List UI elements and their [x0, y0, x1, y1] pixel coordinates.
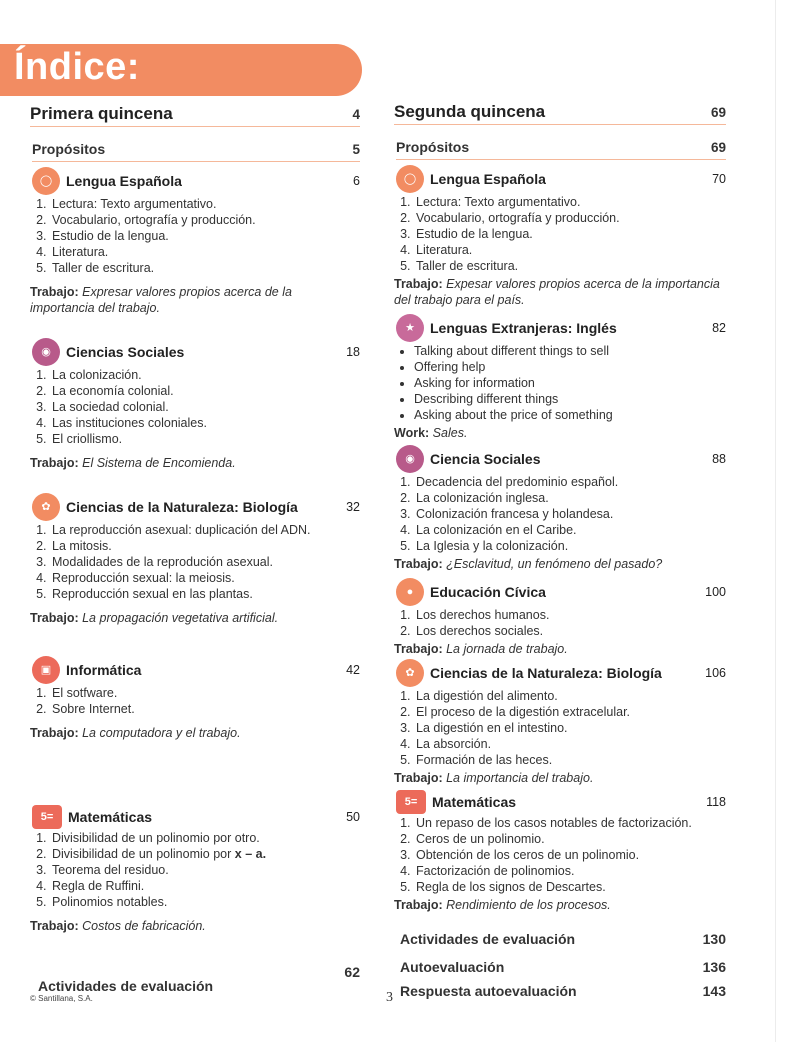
subject-name: Ciencia Sociales [430, 451, 541, 467]
list-item: 5. La Iglesia y la colonización. [414, 538, 726, 554]
quincena-heading-2[interactable] [394, 104, 726, 125]
subject-name: Lengua Española [66, 173, 182, 189]
topic-list [394, 194, 726, 274]
work-assignment [30, 725, 360, 741]
list-item: 3. Colonización francesa y holandesa. [414, 506, 726, 522]
propositos-label: Propósitos [396, 139, 470, 155]
topic-list [30, 522, 360, 602]
science-icon: ✿ [32, 493, 60, 521]
propositos-entry[interactable] [32, 141, 360, 162]
subject-informatica[interactable] [32, 656, 360, 684]
work-text: La propagación vegetativa artificial. [82, 611, 279, 625]
evaluacion-entry[interactable] [400, 931, 726, 947]
page-number: 42 [346, 663, 360, 677]
list-item: 1. El sotfware. [50, 685, 360, 701]
topic-list [394, 688, 726, 768]
subject-biologia[interactable] [32, 493, 360, 521]
work-label: Trabajo: [394, 642, 443, 656]
subject-ciencia-sociales[interactable] [396, 445, 726, 473]
page-number: 100 [705, 585, 726, 599]
subject-name: Ciencias de la Naturaleza: Biología [66, 499, 298, 515]
science-icon: ✿ [396, 659, 424, 687]
work-text: El Sistema de Encomienda. [82, 456, 236, 470]
work-assignment [30, 455, 360, 471]
quincena-heading-1[interactable] [30, 106, 360, 127]
page-number: 62 [344, 964, 360, 980]
work-label: Trabajo: [394, 277, 443, 291]
page-number: 136 [702, 959, 726, 975]
right-column [394, 104, 726, 999]
list-item: 2. La mitosis. [50, 538, 360, 554]
math-icon: 5= [32, 805, 62, 829]
work-assignment [30, 284, 360, 316]
work-label: Trabajo: [394, 771, 443, 785]
subject-name: Informática [66, 662, 142, 678]
page-number: 18 [346, 345, 360, 359]
list-item [50, 846, 360, 862]
list-item: 5. Taller de escritura. [414, 258, 726, 274]
list-item: • Asking about the price of something [414, 407, 726, 423]
page-number: 32 [346, 500, 360, 514]
work-label: Trabajo: [30, 726, 79, 740]
list-item: 2. Ceros de un polinomio. [414, 831, 726, 847]
topic-list [394, 474, 726, 554]
list-item: 2. La colonización inglesa. [414, 490, 726, 506]
topic-list [30, 685, 360, 717]
page-number: 88 [712, 452, 726, 466]
polynomial-divisor: x – a. [234, 847, 267, 861]
list-item: 4. Factorización de polinomios. [414, 863, 726, 879]
topic-list [30, 830, 360, 910]
page-title: Índice: [14, 46, 140, 88]
subject-biologia[interactable] [396, 659, 726, 687]
list-item: 4. Literatura. [414, 242, 726, 258]
list-item: 3. Teorema del residuo. [50, 862, 360, 878]
work-assignment [394, 897, 726, 913]
subject-name: Matemáticas [432, 794, 517, 810]
list-item: 4. La colonización en el Caribe. [414, 522, 726, 538]
work-label: Trabajo: [394, 557, 443, 571]
list-item: • Describing different things [414, 391, 726, 407]
index-title-banner [0, 44, 362, 96]
subject-lengua-espanola[interactable] [396, 165, 726, 193]
list-item: 1. Divisibilidad de un polinomio por otro. [50, 830, 360, 846]
work-label: Trabajo: [394, 898, 443, 912]
work-text: Sales. [432, 426, 468, 440]
subject-lengua-espanola[interactable] [32, 167, 360, 195]
list-item: 2. Vocabulario, ortografía y producción. [414, 210, 726, 226]
list-item: 2. Los derechos sociales. [414, 623, 726, 639]
work-assignment [394, 770, 726, 786]
subject-name: Lengua Española [430, 171, 546, 187]
page-number: 50 [346, 810, 360, 824]
page-number: 82 [712, 321, 726, 335]
work-text: Rendimiento de los procesos. [446, 898, 611, 912]
evaluacion-label: Actividades de evaluación [400, 931, 576, 947]
subject-ingles[interactable] [396, 314, 726, 342]
work-label: Trabajo: [30, 611, 79, 625]
list-item: 3. Estudio de la lengua. [414, 226, 726, 242]
list-item: 3. Obtención de los ceros de un polinomio. [414, 847, 726, 863]
list-item: 1. La digestión del alimento. [414, 688, 726, 704]
propositos-label: Propósitos [32, 141, 106, 157]
topic-list [394, 607, 726, 639]
work-label: Trabajo: [30, 285, 79, 299]
work-text: La computadora y el trabajo. [82, 726, 241, 740]
quincena-label: Segunda quincena [394, 102, 546, 121]
footer-page-number: 3 [386, 990, 393, 1005]
list-item: 1. Un repaso de los casos notables de factorización. [414, 815, 726, 831]
book-person-icon: ◯ [32, 167, 60, 195]
work-label: Trabajo: [30, 919, 79, 933]
page-number: 143 [702, 983, 726, 999]
page-number: 69 [710, 105, 726, 120]
respuesta-autoevaluacion-entry[interactable] [400, 983, 726, 999]
list-item: • Talking about different things to sell [414, 343, 726, 359]
work-assignment [394, 556, 726, 572]
civics-icon: ● [396, 578, 424, 606]
globe-icon: ◉ [32, 338, 60, 366]
subject-name: Ciencias de la Naturaleza: Biología [430, 665, 662, 681]
subject-name: Lenguas Extranjeras: Inglés [430, 320, 617, 336]
topic-list [30, 196, 360, 276]
subject-name: Matemáticas [68, 809, 153, 825]
page-number: 130 [702, 931, 726, 947]
evaluacion-label: Actividades de evaluación [38, 978, 214, 994]
list-item: 2. Vocabulario, ortografía y producción. [50, 212, 360, 228]
subject-educacion-civica[interactable] [396, 578, 726, 606]
work-text: Expresar valores propios acerca de la importancia del trabajo. [30, 285, 292, 315]
subject-name: Educación Cívica [430, 584, 546, 600]
work-text: La importancia del trabajo. [446, 771, 594, 785]
list-item: • Asking for information [414, 375, 726, 391]
copyright-notice: © Santillana, S.A. [30, 994, 93, 1003]
list-item: 1. La reproducción asexual: duplicación del ADN. [50, 522, 360, 538]
page-number: 106 [705, 666, 726, 680]
subject-ciencias-sociales[interactable] [32, 338, 360, 366]
quincena-label: Primera quincena [30, 104, 173, 123]
list-item: 5. El criollismo. [50, 431, 360, 447]
page-number: 4 [352, 107, 360, 122]
list-item: 3. La digestión en el intestino. [414, 720, 726, 736]
list-item: 1. Decadencia del predominio español. [414, 474, 726, 490]
topic-list [30, 367, 360, 447]
page-number: 6 [353, 174, 360, 188]
list-item: 4. La absorción. [414, 736, 726, 752]
page-edge [775, 0, 776, 1042]
book-person-icon: ◯ [396, 165, 424, 193]
list-item: 1. Los derechos humanos. [414, 607, 726, 623]
list-item: 3. Modalidades de la reprodución asexual. [50, 554, 360, 570]
list-item: 5. Reproducción sexual en las plantas. [50, 586, 360, 602]
work-assignment [394, 425, 726, 441]
propositos-entry[interactable] [396, 139, 726, 160]
list-item: 4. Regla de Ruffini. [50, 878, 360, 894]
list-item: 5. Formación de las heces. [414, 752, 726, 768]
list-item: 2. El proceso de la digestión extracelular. [414, 704, 726, 720]
page-number: 69 [710, 140, 726, 155]
work-text: Costos de fabricación. [82, 919, 206, 933]
work-assignment [30, 610, 360, 626]
work-text: La jornada de trabajo. [446, 642, 568, 656]
list-item: 2. La economía colonial. [50, 383, 360, 399]
list-item-text: Divisibilidad de un polinomio por [52, 847, 232, 861]
work-assignment [30, 918, 360, 934]
autoevaluacion-entry[interactable] [400, 959, 726, 975]
globe-icon: ◉ [396, 445, 424, 473]
topic-list [394, 343, 726, 423]
page-number: 5 [352, 142, 360, 157]
computer-icon: ▣ [32, 656, 60, 684]
list-item: • Offering help [414, 359, 726, 375]
work-assignment [394, 641, 726, 657]
work-text: ¿Esclavitud, un fenómeno del pasado? [446, 557, 663, 571]
work-label: Work: [394, 426, 430, 440]
list-item: 3. La sociedad colonial. [50, 399, 360, 415]
autoevaluacion-label: Autoevaluación [400, 959, 505, 975]
left-column [30, 106, 360, 994]
work-text: Expesar valores propios acerca de la importancia del trabajo para el país. [394, 277, 720, 307]
work-label: Trabajo: [30, 456, 79, 470]
list-item: 1. Lectura: Texto argumentativo. [50, 196, 360, 212]
list-item: 1. La colonización. [50, 367, 360, 383]
list-item: 3. Estudio de la lengua. [50, 228, 360, 244]
page-number: 70 [712, 172, 726, 186]
subject-matematicas[interactable] [396, 790, 726, 814]
list-item: 4. Reproducción sexual: la meiosis. [50, 570, 360, 586]
list-item: 4. Las instituciones coloniales. [50, 415, 360, 431]
language-icon: ★ [396, 314, 424, 342]
list-item: 1. Lectura: Texto argumentativo. [414, 194, 726, 210]
subject-matematicas[interactable] [32, 805, 360, 829]
list-item: 5. Polinomios notables. [50, 894, 360, 910]
math-icon: 5= [396, 790, 426, 814]
page-number: 118 [706, 795, 726, 809]
subject-name: Ciencias Sociales [66, 344, 185, 360]
list-item: 2. Sobre Internet. [50, 701, 360, 717]
evaluacion-entry[interactable] [30, 964, 360, 994]
work-assignment [394, 276, 726, 308]
topic-list [394, 815, 726, 895]
list-item: 5. Taller de escritura. [50, 260, 360, 276]
respuesta-label: Respuesta autoevaluación [400, 983, 577, 999]
list-item: 5. Regla de los signos de Descartes. [414, 879, 726, 895]
list-item: 4. Literatura. [50, 244, 360, 260]
